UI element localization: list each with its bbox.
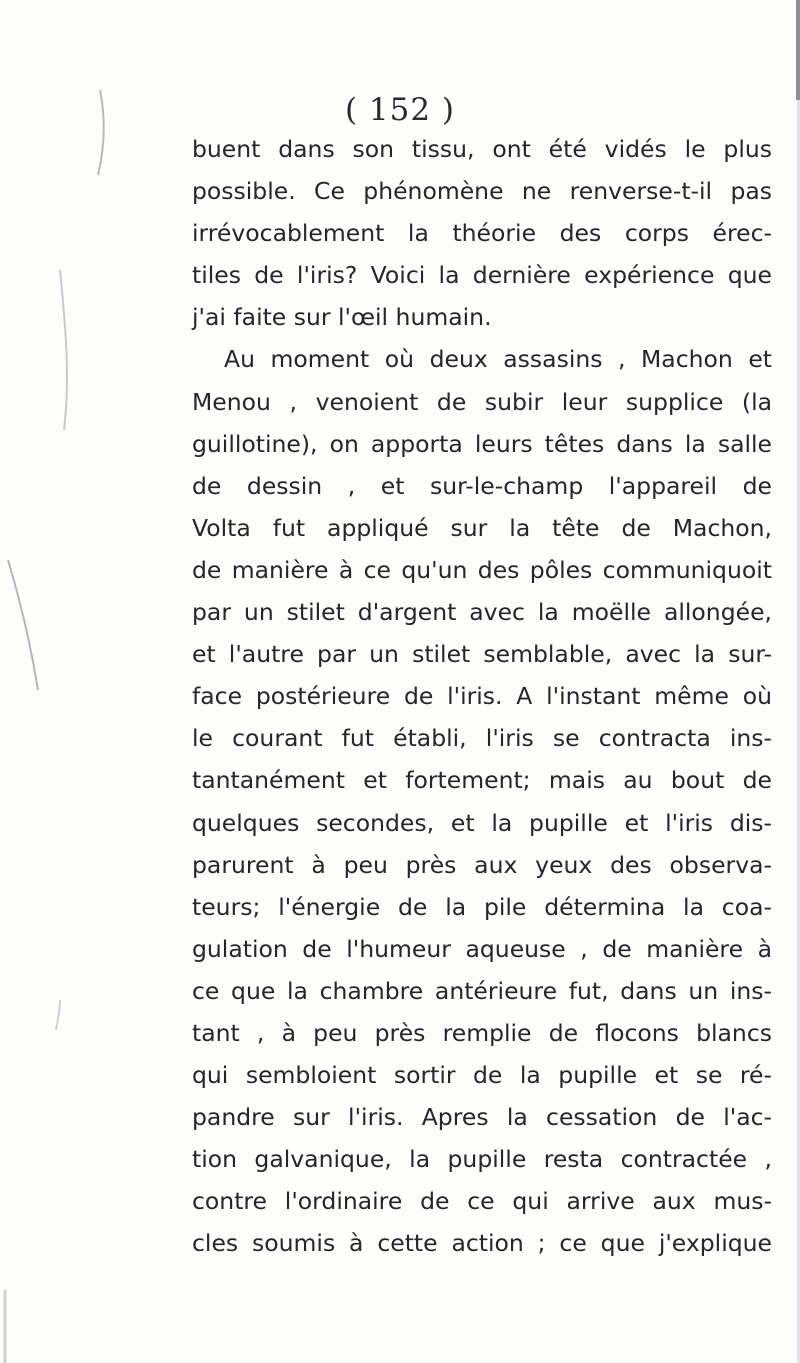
scan-edge-marks <box>0 0 140 1363</box>
text-line: irrévocablement la théorie des corps érec- <box>192 219 772 248</box>
text-line: Menou , venoient de subir leur supplice (la <box>192 387 772 416</box>
text-line: ce que la chambre antérieure fut, dans un ins- <box>192 976 772 1005</box>
text-line: Au moment où deux assasins , Machon et <box>224 345 772 374</box>
text-line: de manière à ce qu'un des pôles communiquoit <box>192 555 772 584</box>
page-number: ( 152 ) <box>344 92 456 128</box>
text-line: teurs; l'énergie de la pile détermina la coa- <box>192 892 772 921</box>
text-line: buent dans son tissu, ont été vidés le plus <box>192 135 772 163</box>
text-line: qui sembloient sortir de la pupille et se ré- <box>192 1061 772 1090</box>
text-line: cles soumis à cette action ; ce que j'explique <box>192 1229 772 1258</box>
text-line: pandre sur l'iris. Apres la cessation de l'ac- <box>192 1103 772 1132</box>
text-line: j'ai faite sur l'œil humain. <box>192 303 492 332</box>
text-line: gulation de l'humeur aqueuse , de manière à <box>192 934 772 963</box>
text-line: le courant fut établi, l'iris se contracta ins- <box>192 724 772 753</box>
text-line: quelques secondes, et la pupille et l'iris dis- <box>192 808 772 837</box>
text-line: tion galvanique, la pupille resta contractée , <box>192 1145 772 1174</box>
text-line: possible. Ce phénomène ne renverse-t-il pas <box>192 177 772 206</box>
body-text <box>192 128 772 1265</box>
text-line: Volta fut appliqué sur la tête de Machon, <box>192 513 772 542</box>
text-line: face postérieure de l'iris. A l'instant même où <box>192 682 772 711</box>
text-line: par un stilet d'argent avec la moëlle allongée, <box>192 598 772 627</box>
text-line: contre l'ordinaire de ce qui arrive aux mus- <box>192 1187 772 1216</box>
right-edge-stain <box>790 0 800 1363</box>
text-line: de dessin , et sur-le-champ l'appareil de <box>192 471 772 500</box>
text-line: et l'autre par un stilet semblable, avec la sur- <box>192 640 772 669</box>
text-line: tiles de l'iris? Voici la dernière expérience que <box>192 261 772 290</box>
text-line: parurent à peu près aux yeux des observa- <box>192 850 772 879</box>
text-line: tantanément et fortement; mais au bout de <box>192 766 772 795</box>
text-line: guillotine), on apporta leurs têtes dans la salle <box>192 429 772 458</box>
text-line: tant , à peu près remplie de flocons blancs <box>192 1018 772 1047</box>
